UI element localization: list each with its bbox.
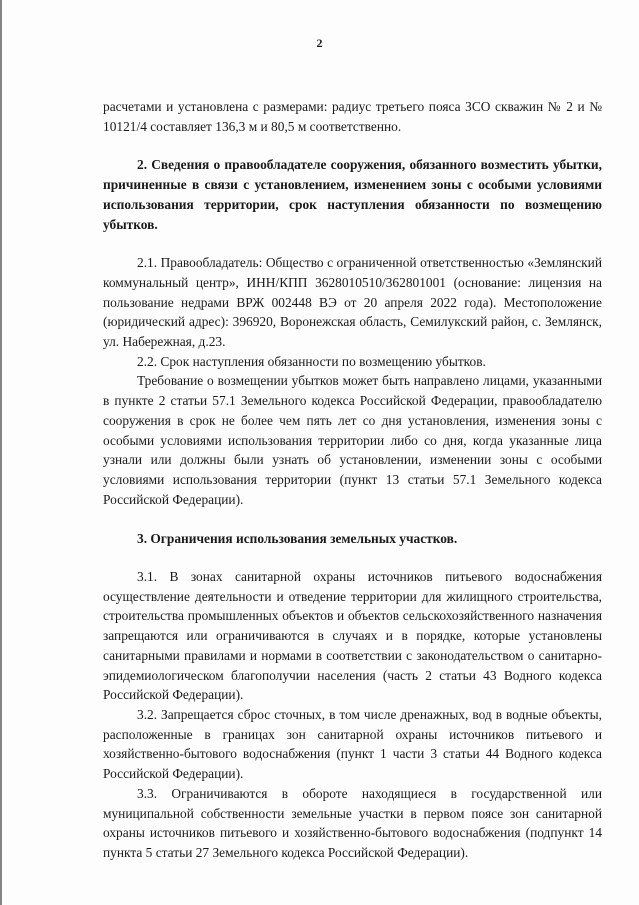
page-number: 2 xyxy=(316,36,323,50)
paragraph-2-1: 2.1. Правообладатель: Общество с ограниченной ответственностью «Землянский коммунальный центр», ИНН/КПП 3628010510/362801001 (основание: лицензия на пользование недрами ВРЖ 002448 ВЭ от 20 апреля 2022 года). Местоположение (юридический адрес): 396920, Воронежская область, Семилукский район, с. Землянск, ул. Набережная, д.23. xyxy=(103,255,602,350)
paragraph-2-2: 2.2. Срок наступления обязанности по возмещению убытков. xyxy=(137,353,486,369)
paragraph-2-2-requirement: Требование о возмещении убытков может быть направлено лицами, указанными в пункте 2 статьи 57.1 Земельного кодекса Российской Федерации, правообладателю сооружения в срок не более чем пять лет со дня установления, изменения зоны с особыми условиями использования территории либо со дня, когда указанные лица узнали или должны были узнать об установлении, изменении зоны с особыми условиями использования территории (пункт 13 статьи 57.1 Земельного кодекса Российской Федерации). xyxy=(103,373,602,507)
scan-edge xyxy=(0,0,2,905)
section-2-heading: 2. Сведения о правообладателе сооружения, обязанного возместить убытки, причиненные в связи с установлением, изменением зоны с особыми условиями использования территории, срок наступления обязанности по возмещению убытков. xyxy=(103,157,602,232)
paragraph-3-3: 3.3. Ограничиваются в обороте находящиеся в государственной или муниципальной собственности земельные участки в первом поясе зон санитарной охраны источников питьевого и хозяйственно-бытового водоснабжения (подпункт 14 пункта 5 статьи 27 Земельного кодекса Российской Федерации). xyxy=(103,785,602,860)
section-3-heading: 3. Ограничения использования земельных участков. xyxy=(137,531,458,547)
paragraph-continuation: расчетами и установлена с размерами: радиус третьего пояса ЗСО скважин № 2 и № 10121/4 составляет 136,3 м и 80,5 м соответственно. xyxy=(103,99,602,134)
paragraph-3-1: 3.1. В зонах санитарной охраны источников питьевого водоснабжения осуществление деятельности и отведение территории для жилищного строительства, строительства промышленных объектов и объектов сельскохозяйственного назначения запрещаются или ограничиваются в случаях и в порядке, которые установлены санитарными правилами и нормами в соответствии с законодательством о санитарно-эпидемиологическом благополучии населения (часть 2 статьи 43 Водного кодекса Российской Федерации). xyxy=(103,569,602,703)
document-body xyxy=(103,97,602,863)
paragraph-3-2: 3.2. Запрещается сброс сточных, в том числе дренажных, вод в водные объекты, расположенные в границах зон санитарной охраны источников питьевого и хозяйственно-бытового водоснабжения (пункт 1 части 3 статьи 44 Водного кодекса Российской Федерации). xyxy=(103,706,602,782)
